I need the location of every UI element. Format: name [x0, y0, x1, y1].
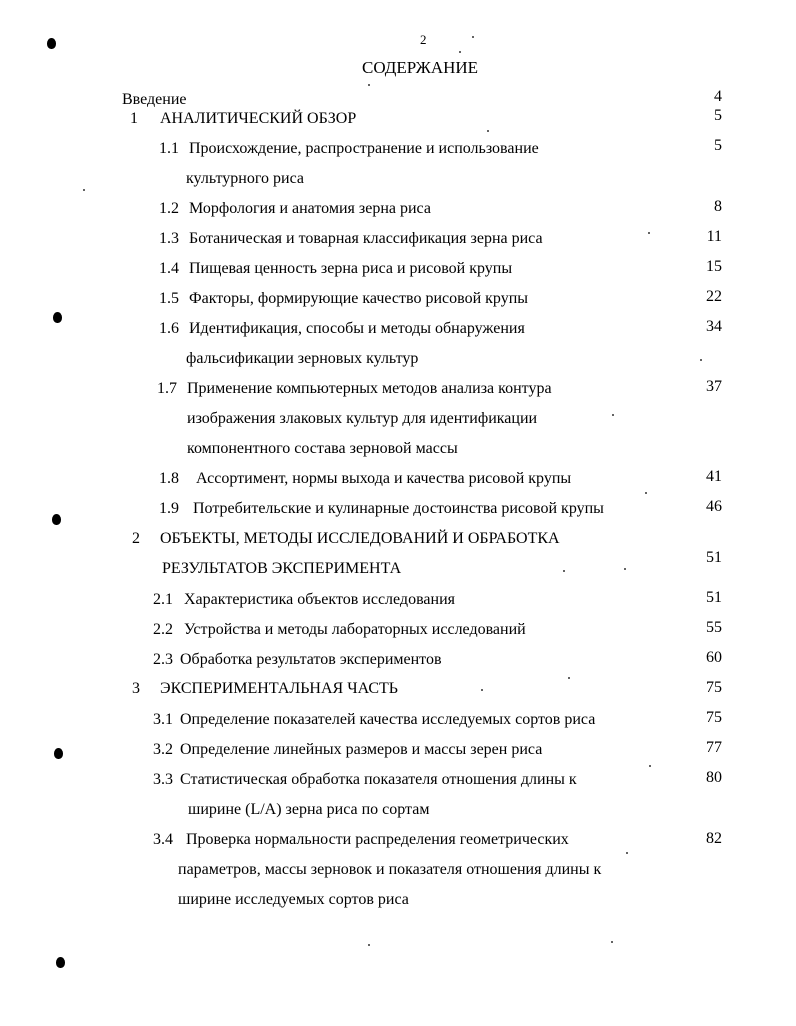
toc-num-2-3: 2.3 — [153, 651, 173, 668]
toc-entry-1-1-cont: культурного риса — [186, 170, 304, 187]
toc-entry-intro: Введение — [122, 91, 187, 108]
toc-entry-1-4: Пищевая ценность зерна риса и рисовой крупы — [189, 260, 513, 277]
toc-page-3-4: 82 — [706, 830, 722, 847]
toc-entry-1-5: Факторы, формирующие качество рисовой крупы — [189, 290, 528, 307]
toc-entry-1-7-cont1: изображения злаковых культур для идентификации — [187, 410, 538, 427]
toc-num-1: 1 — [130, 110, 138, 127]
punch-hole-mark — [54, 748, 63, 759]
scan-speck — [481, 689, 483, 691]
toc-entry-2-3: Обработка результатов экспериментов — [180, 651, 442, 668]
toc-num-3-2: 3.2 — [153, 741, 173, 758]
toc-page-2-2: 55 — [706, 619, 722, 636]
toc-entry-1-8: Ассортимент, нормы выхода и качества рисовой крупы — [196, 470, 572, 487]
scan-speck — [624, 568, 626, 570]
toc-page-1-3: 11 — [706, 228, 722, 245]
toc-page-2-1: 51 — [706, 589, 722, 606]
toc-num-2: 2 — [132, 530, 140, 547]
toc-entry-2-1: Характеристика объектов исследования — [184, 591, 455, 608]
toc-num-1-4: 1.4 — [159, 260, 179, 277]
toc-num-2-1: 2.1 — [153, 591, 173, 608]
toc-entry-1-2: Морфология и анатомия зерна риса — [189, 200, 431, 217]
toc-num-1-5: 1.5 — [159, 290, 179, 307]
toc-entry-2-2: Устройства и методы лабораторных исследований — [184, 621, 526, 638]
toc-num-1-8: 1.8 — [159, 470, 179, 487]
scan-speck — [487, 130, 489, 132]
toc-page-1-6: 34 — [706, 318, 722, 335]
toc-entry-1-6: Идентификация, способы и методы обнаружения — [189, 320, 525, 337]
toc-entry-3-1: Определение показателей качества исследуемых сортов риса — [180, 711, 596, 728]
scan-speck — [368, 944, 370, 946]
scan-speck — [472, 36, 474, 38]
toc-page-3-1: 75 — [706, 709, 722, 726]
toc-page-3: 75 — [706, 679, 722, 696]
toc-page-1-4: 15 — [706, 258, 722, 275]
toc-entry-3-4-cont1: параметров, массы зерновок и показателя отношения длины к — [178, 861, 602, 878]
toc-entry-1-3: Ботаническая и товарная классификация зерна риса — [189, 230, 543, 247]
toc-entry-2: ОБЪЕКТЫ, МЕТОДЫ ИССЛЕДОВАНИЙ И ОБРАБОТКА — [160, 530, 560, 547]
scan-speck — [626, 852, 628, 854]
punch-hole-mark — [47, 38, 56, 49]
scan-speck — [611, 941, 613, 943]
toc-num-3: 3 — [132, 680, 140, 697]
toc-page-1: 5 — [714, 107, 722, 124]
scan-speck — [700, 359, 702, 361]
page-number: 2 — [420, 32, 427, 47]
toc-page-1-7: 37 — [706, 378, 722, 395]
toc-page-1-2: 8 — [714, 198, 722, 215]
toc-entry-1-7-cont2: компонентного состава зерновой массы — [187, 440, 458, 457]
toc-entry-3-3-cont: ширине (L/A) зерна риса по сортам — [188, 801, 430, 818]
toc-entry-2-cont: РЕЗУЛЬТАТОВ ЭКСПЕРИМЕНТА — [162, 560, 402, 577]
toc-entry-3-3: Статистическая обработка показателя отношения длины к — [180, 771, 577, 788]
toc-entry-1-9: Потребительские и кулинарные достоинства рисовой крупы — [193, 500, 604, 517]
toc-num-3-4: 3.4 — [153, 831, 173, 848]
toc-num-1-9: 1.9 — [159, 500, 179, 517]
toc-num-1-7: 1.7 — [157, 380, 177, 397]
toc-page-1-9: 46 — [706, 498, 722, 515]
toc-entry-1: АНАЛИТИЧЕСКИЙ ОБЗОР — [160, 110, 357, 127]
scan-speck — [645, 492, 647, 494]
scan-speck — [563, 570, 565, 572]
toc-page-1-1: 5 — [714, 137, 722, 154]
toc-page-1-8: 41 — [706, 468, 722, 485]
toc-entry-3-2: Определение линейных размеров и массы зерен риса — [180, 741, 543, 758]
toc-entry-3: ЭКСПЕРИМЕНТАЛЬНАЯ ЧАСТЬ — [160, 680, 398, 697]
toc-page-2-3: 60 — [706, 649, 722, 666]
toc-num-2-2: 2.2 — [153, 621, 173, 638]
toc-entry-1-7: Применение компьютерных методов анализа контура — [187, 380, 552, 397]
toc-page-2: 51 — [706, 549, 722, 566]
toc-page-1-5: 22 — [706, 288, 722, 305]
toc-num-1-1: 1.1 — [159, 140, 179, 157]
punch-hole-mark — [56, 957, 65, 968]
scan-speck — [649, 765, 651, 767]
scan-speck — [368, 84, 370, 86]
toc-page-intro: 4 — [714, 88, 722, 105]
toc-entry-1-1: Происхождение, распространение и использование — [189, 140, 539, 157]
toc-page-3-2: 77 — [706, 739, 722, 756]
scan-speck — [568, 677, 570, 679]
scan-speck — [459, 51, 461, 53]
toc-num-1-3: 1.3 — [159, 230, 179, 247]
scan-speck — [83, 189, 85, 191]
scan-speck — [612, 414, 614, 416]
toc-entry-3-4: Проверка нормальности распределения геометрических — [186, 831, 569, 848]
toc-num-3-1: 3.1 — [153, 711, 173, 728]
toc-page-3-3: 80 — [706, 769, 722, 786]
toc-num-1-6: 1.6 — [159, 320, 179, 337]
toc-num-1-2: 1.2 — [159, 200, 179, 217]
punch-hole-mark — [52, 514, 61, 525]
toc-num-3-3: 3.3 — [153, 771, 173, 788]
page-title: СОДЕРЖАНИЕ — [362, 58, 479, 77]
punch-hole-mark — [53, 312, 62, 323]
scan-speck — [648, 232, 650, 234]
toc-entry-3-4-cont2: ширине исследуемых сортов риса — [178, 891, 409, 908]
toc-entry-1-6-cont: фальсификации зерновых культур — [186, 350, 419, 367]
